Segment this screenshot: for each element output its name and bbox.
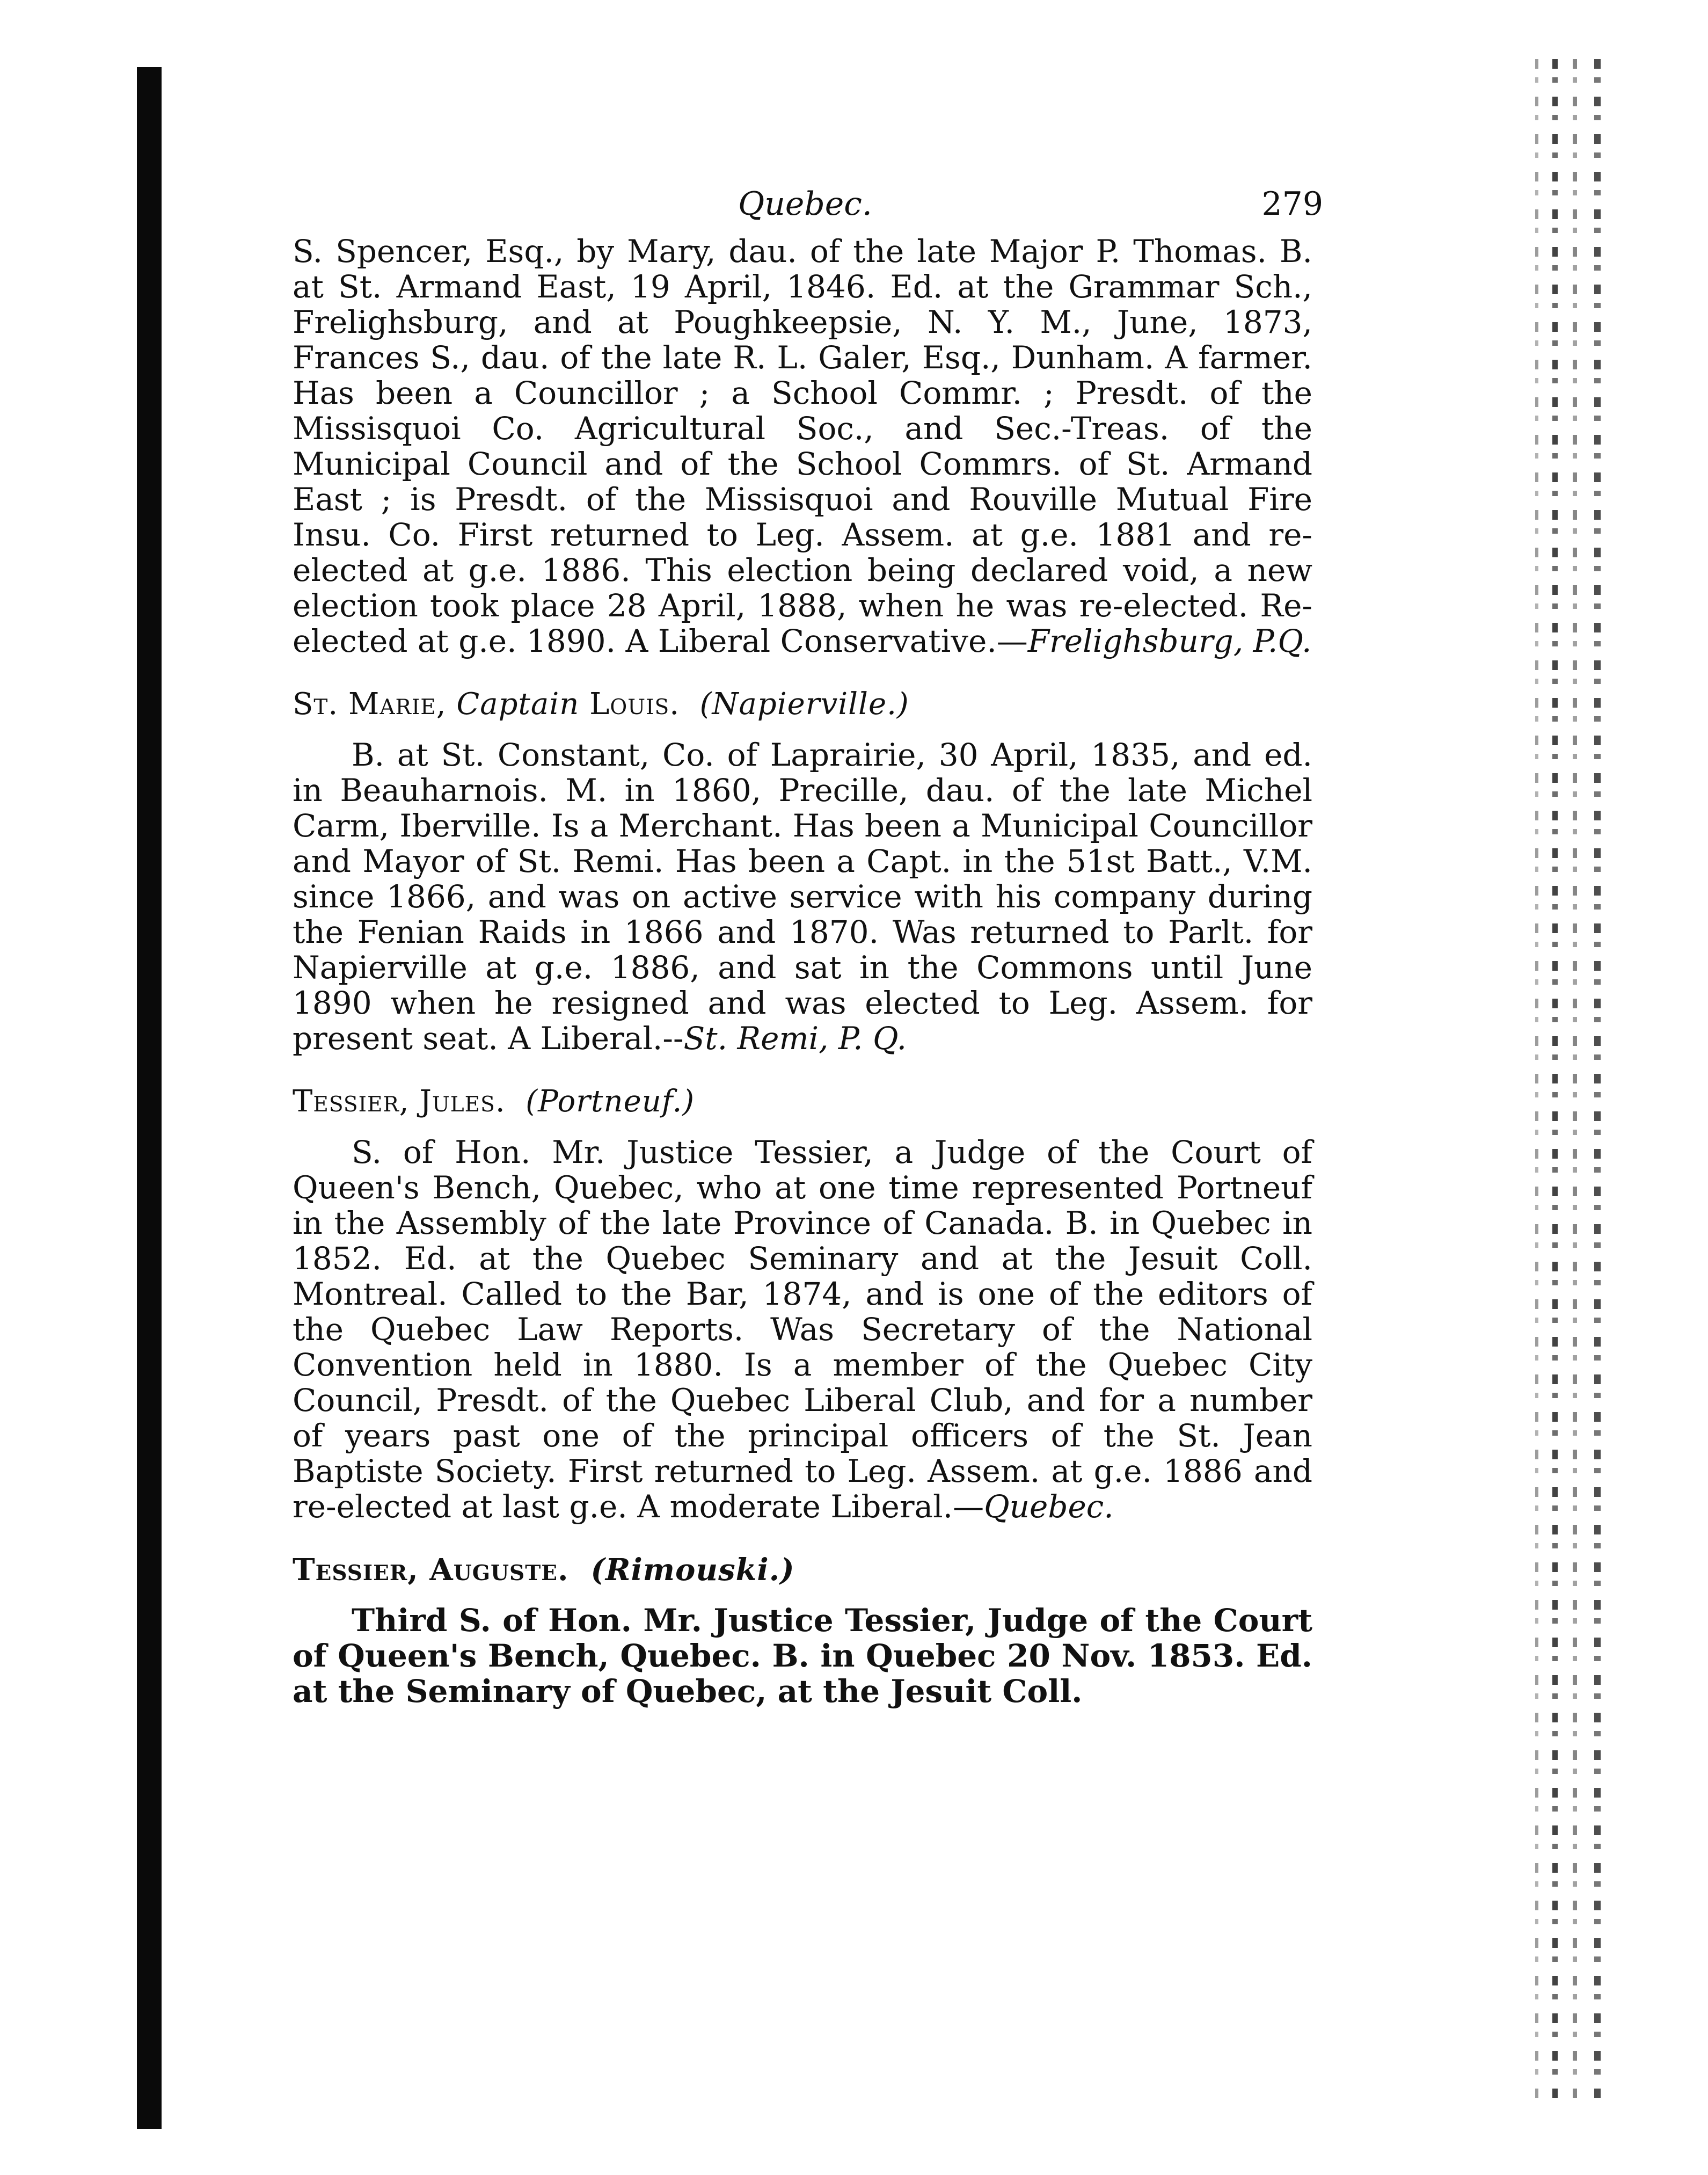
scan-page-edge xyxy=(1519,59,1605,2099)
running-head xyxy=(293,185,1323,234)
entry-given-name: Louis. xyxy=(589,687,680,722)
page-edge-strip xyxy=(1535,59,1538,2099)
page-edge-strip xyxy=(1552,59,1558,2099)
entry-body-text: S. of Hon. Mr. Justice Tessier, a Judge of the Court of Queen's Bench, Quebec, who at one time represented Portneuf in the Assembly of the late Province of Canada. B. in Quebec in 1852. Ed. at the Quebec Seminary and at the Jesuit Coll. Montreal. Called to the Bar, 1874, and is one of the editors of the Quebec Law Reports. Was Secretary of the National Convention held in 1880. Is a member of the Quebec City Council, Presdt. of the Quebec Liberal Club, and for a number of years past one of the principal officers of the St. Jean Baptiste Society. First returned to Leg. Assem. at g.e. 1886 and re-elected at last g.e. A moderate Liberal.— xyxy=(293,1134,1312,1525)
entry-st-marie xyxy=(293,687,1312,1056)
entry-heading xyxy=(293,687,1312,722)
running-title: Quebec. xyxy=(738,185,872,223)
entry-body-text: Third S. of Hon. Mr. Justice Tessier, Judge of the Court of Queen's Bench, Quebec. B. in Quebec 20 Nov. 1853. Ed. at the Seminary of Quebec, at the Jesuit Coll. xyxy=(293,1602,1312,1710)
page-edge-strip xyxy=(1573,59,1577,2099)
entry-body-text: S. Spencer, Esq., by Mary, dau. of the late Major P. Thomas. B. at St. Armand East, 19 April, 1846. Ed. at the Grammar Sch., Frelighsburg, and at Poughkeepsie, N. Y. M., June, 1873, Frances S., dau. of the late R. L. Galer, Esq., Dunham. A farmer. Has been a Councillor ; a School Commr. ; Presdt. of the Missisquoi Co. Agricultural Soc., and Sec.-Treas. of the Municipal Council and of the School Commrs. of St. Armand East ; is Presdt. of the Missisquoi and Rouville Mutual Fire Insu. Co. First returned to Leg. Assem. at g.e. 1881 and re-elected at g.e. 1886. This election being declared void, a new election took place 28 April, 1888, when he was re-elected. Re-elected at g.e. 1890. A Liberal Conservative.— xyxy=(293,233,1312,659)
entry-title: Captain xyxy=(456,687,580,722)
entry-tessier-auguste xyxy=(293,1552,1312,1709)
entry-body-text: B. at St. Constant, Co. of Laprairie, 30 April, 1835, and ed. in Beauharnois. M. in 1860, Precille, dau. of the late Michel Carm, Iberville. Is a Merchant. Has been a Municipal Councillor and Mayor of St. Remi. Has been a Capt. in the 51st Batt., V.M. since 1866, and was on active service with his company during the Fenian Raids in 1866 and 1870. Was returned to Parlt. for Napierville at g.e. 1886, and sat in the Commons until June 1890 when he resigned and was elected to Leg. Assem. for present seat. A Liberal.-- xyxy=(293,737,1312,1057)
entry-constituency: (Rimouski.) xyxy=(590,1552,795,1588)
entry-surname: Tessier, xyxy=(293,1552,419,1588)
entry-given-name: Jules. xyxy=(419,1084,506,1119)
scan-binding-edge xyxy=(137,67,162,2129)
entry-heading xyxy=(293,1084,1312,1119)
page-number: 279 xyxy=(1261,185,1323,223)
book-page xyxy=(293,185,1323,1710)
entry-address: St. Remi, P. Q. xyxy=(683,1020,907,1057)
entry-body xyxy=(293,737,1312,1056)
entry-tessier-jules xyxy=(293,1084,1312,1524)
entry-body xyxy=(293,1603,1312,1709)
page-edge-strip xyxy=(1594,59,1601,2099)
entry-surname: St. Marie, xyxy=(293,687,447,722)
entry-constituency: (Napierville.) xyxy=(699,687,909,722)
entry-spencer xyxy=(293,234,1312,659)
entry-heading xyxy=(293,1552,1312,1588)
entry-body xyxy=(293,234,1312,659)
entry-constituency: (Portneuf.) xyxy=(525,1084,695,1119)
entry-surname: Tessier, xyxy=(293,1084,410,1119)
entry-address: Quebec. xyxy=(984,1488,1114,1525)
entry-address: Frelighsburg, P.Q. xyxy=(1027,623,1312,659)
entry-given-name: Auguste. xyxy=(429,1552,569,1588)
entry-body xyxy=(293,1134,1312,1524)
